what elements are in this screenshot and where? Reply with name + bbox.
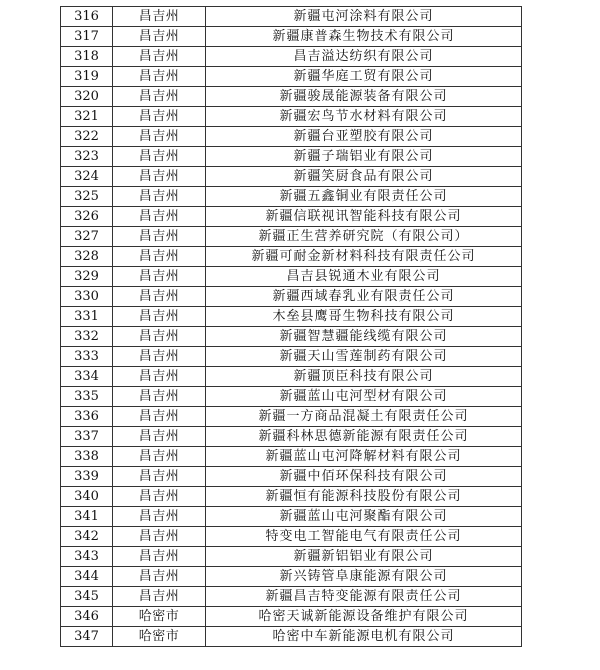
company-name-cell: 新疆子瑞铝业有限公司 [206, 147, 522, 167]
region-cell: 昌吉州 [113, 407, 206, 427]
row-number-cell: 322 [61, 127, 113, 147]
row-number-cell: 347 [61, 627, 113, 647]
table-row [61, 247, 522, 267]
company-name-cell: 新疆顶臣科技有限公司 [206, 367, 522, 387]
table-row [61, 167, 522, 187]
company-name-cell: 新疆屯河涂料有限公司 [206, 7, 522, 27]
row-number-cell: 325 [61, 187, 113, 207]
region-cell: 昌吉州 [113, 527, 206, 547]
table-row [61, 567, 522, 587]
row-number-cell: 335 [61, 387, 113, 407]
region-cell: 昌吉州 [113, 387, 206, 407]
region-cell: 昌吉州 [113, 27, 206, 47]
table-row [61, 547, 522, 567]
row-number-cell: 340 [61, 487, 113, 507]
row-number-cell: 319 [61, 67, 113, 87]
table-row [61, 27, 522, 47]
table-row [61, 87, 522, 107]
table-row [61, 107, 522, 127]
table-body [61, 7, 522, 647]
row-number-cell: 341 [61, 507, 113, 527]
table-row [61, 187, 522, 207]
row-number-cell: 346 [61, 607, 113, 627]
table-row [61, 287, 522, 307]
region-cell: 昌吉州 [113, 447, 206, 467]
table-row [61, 507, 522, 527]
company-name-cell: 新疆天山雪莲制药有限公司 [206, 347, 522, 367]
region-cell: 昌吉州 [113, 587, 206, 607]
company-name-cell: 新疆正生营养研究院（有限公司） [206, 227, 522, 247]
row-number-cell: 336 [61, 407, 113, 427]
region-cell: 昌吉州 [113, 167, 206, 187]
company-name-cell: 新兴铸管阜康能源有限公司 [206, 567, 522, 587]
company-name-cell: 新疆五鑫铜业有限责任公司 [206, 187, 522, 207]
row-number-cell: 344 [61, 567, 113, 587]
row-number-cell: 330 [61, 287, 113, 307]
row-number-cell: 321 [61, 107, 113, 127]
region-cell: 昌吉州 [113, 567, 206, 587]
company-name-cell: 新疆中佰环保科技有限公司 [206, 467, 522, 487]
row-number-cell: 326 [61, 207, 113, 227]
region-cell: 昌吉州 [113, 47, 206, 67]
region-cell: 昌吉州 [113, 287, 206, 307]
row-number-cell: 329 [61, 267, 113, 287]
region-cell: 昌吉州 [113, 227, 206, 247]
region-cell: 昌吉州 [113, 467, 206, 487]
region-cell: 哈密市 [113, 607, 206, 627]
row-number-cell: 320 [61, 87, 113, 107]
company-list-table [60, 6, 522, 647]
company-name-cell: 新疆智慧疆能线缆有限公司 [206, 327, 522, 347]
region-cell: 昌吉州 [113, 67, 206, 87]
table-row [61, 467, 522, 487]
company-name-cell: 昌吉溢达纺织有限公司 [206, 47, 522, 67]
region-cell: 昌吉州 [113, 207, 206, 227]
region-cell: 昌吉州 [113, 147, 206, 167]
table-row [61, 627, 522, 647]
row-number-cell: 342 [61, 527, 113, 547]
table-row [61, 307, 522, 327]
company-name-cell: 新疆信联视讯智能科技有限公司 [206, 207, 522, 227]
row-number-cell: 324 [61, 167, 113, 187]
row-number-cell: 327 [61, 227, 113, 247]
row-number-cell: 316 [61, 7, 113, 27]
table-row [61, 487, 522, 507]
company-name-cell: 新疆恒有能源科技股份有限公司 [206, 487, 522, 507]
row-number-cell: 331 [61, 307, 113, 327]
table-row [61, 267, 522, 287]
region-cell: 昌吉州 [113, 547, 206, 567]
row-number-cell: 333 [61, 347, 113, 367]
region-cell: 昌吉州 [113, 427, 206, 447]
region-cell: 昌吉州 [113, 87, 206, 107]
region-cell: 昌吉州 [113, 267, 206, 287]
table-row [61, 407, 522, 427]
row-number-cell: 338 [61, 447, 113, 467]
company-name-cell: 新疆骏晟能源装备有限公司 [206, 87, 522, 107]
region-cell: 昌吉州 [113, 247, 206, 267]
company-name-cell: 新疆台亚塑胶有限公司 [206, 127, 522, 147]
table-row [61, 427, 522, 447]
company-name-cell: 新疆笑厨食品有限公司 [206, 167, 522, 187]
company-name-cell: 新疆华庭工贸有限公司 [206, 67, 522, 87]
table-row [61, 387, 522, 407]
table-row [61, 127, 522, 147]
row-number-cell: 323 [61, 147, 113, 167]
table-row [61, 527, 522, 547]
company-name-cell: 新疆康普森生物技术有限公司 [206, 27, 522, 47]
company-name-cell: 新疆宏鸟节水材料有限公司 [206, 107, 522, 127]
region-cell: 昌吉州 [113, 187, 206, 207]
region-cell: 昌吉州 [113, 347, 206, 367]
table-row [61, 207, 522, 227]
row-number-cell: 345 [61, 587, 113, 607]
row-number-cell: 343 [61, 547, 113, 567]
table-row [61, 67, 522, 87]
table-row [61, 447, 522, 467]
row-number-cell: 332 [61, 327, 113, 347]
company-name-cell: 木垒县鹰哥生物科技有限公司 [206, 307, 522, 327]
company-name-cell: 新疆科林思德新能源有限责任公司 [206, 427, 522, 447]
table-row [61, 587, 522, 607]
company-name-cell: 新疆蓝山屯河型材有限公司 [206, 387, 522, 407]
company-name-cell: 新疆蓝山屯河聚酯有限公司 [206, 507, 522, 527]
company-name-cell: 新疆西域春乳业有限责任公司 [206, 287, 522, 307]
row-number-cell: 339 [61, 467, 113, 487]
company-name-cell: 新疆新铝铝业有限公司 [206, 547, 522, 567]
row-number-cell: 334 [61, 367, 113, 387]
region-cell: 哈密市 [113, 627, 206, 647]
region-cell: 昌吉州 [113, 367, 206, 387]
region-cell: 昌吉州 [113, 127, 206, 147]
table-row [61, 367, 522, 387]
region-cell: 昌吉州 [113, 327, 206, 347]
company-name-cell: 昌吉县锐通木业有限公司 [206, 267, 522, 287]
table-row [61, 7, 522, 27]
table-row [61, 227, 522, 247]
region-cell: 昌吉州 [113, 487, 206, 507]
company-name-cell: 新疆可耐金新材料科技有限责任公司 [206, 247, 522, 267]
region-cell: 昌吉州 [113, 307, 206, 327]
row-number-cell: 318 [61, 47, 113, 67]
row-number-cell: 317 [61, 27, 113, 47]
row-number-cell: 328 [61, 247, 113, 267]
company-name-cell: 哈密中车新能源电机有限公司 [206, 627, 522, 647]
table-row [61, 147, 522, 167]
company-name-cell: 特变电工智能电气有限责任公司 [206, 527, 522, 547]
company-name-cell: 新疆昌吉特变能源有限责任公司 [206, 587, 522, 607]
company-name-cell: 哈密天诚新能源设备维护有限公司 [206, 607, 522, 627]
table-row [61, 347, 522, 367]
region-cell: 昌吉州 [113, 507, 206, 527]
row-number-cell: 337 [61, 427, 113, 447]
company-name-cell: 新疆一方商品混凝土有限责任公司 [206, 407, 522, 427]
table-row [61, 607, 522, 627]
region-cell: 昌吉州 [113, 107, 206, 127]
table-row [61, 47, 522, 67]
company-name-cell: 新疆蓝山屯河降解材料有限公司 [206, 447, 522, 467]
region-cell: 昌吉州 [113, 7, 206, 27]
table-row [61, 327, 522, 347]
